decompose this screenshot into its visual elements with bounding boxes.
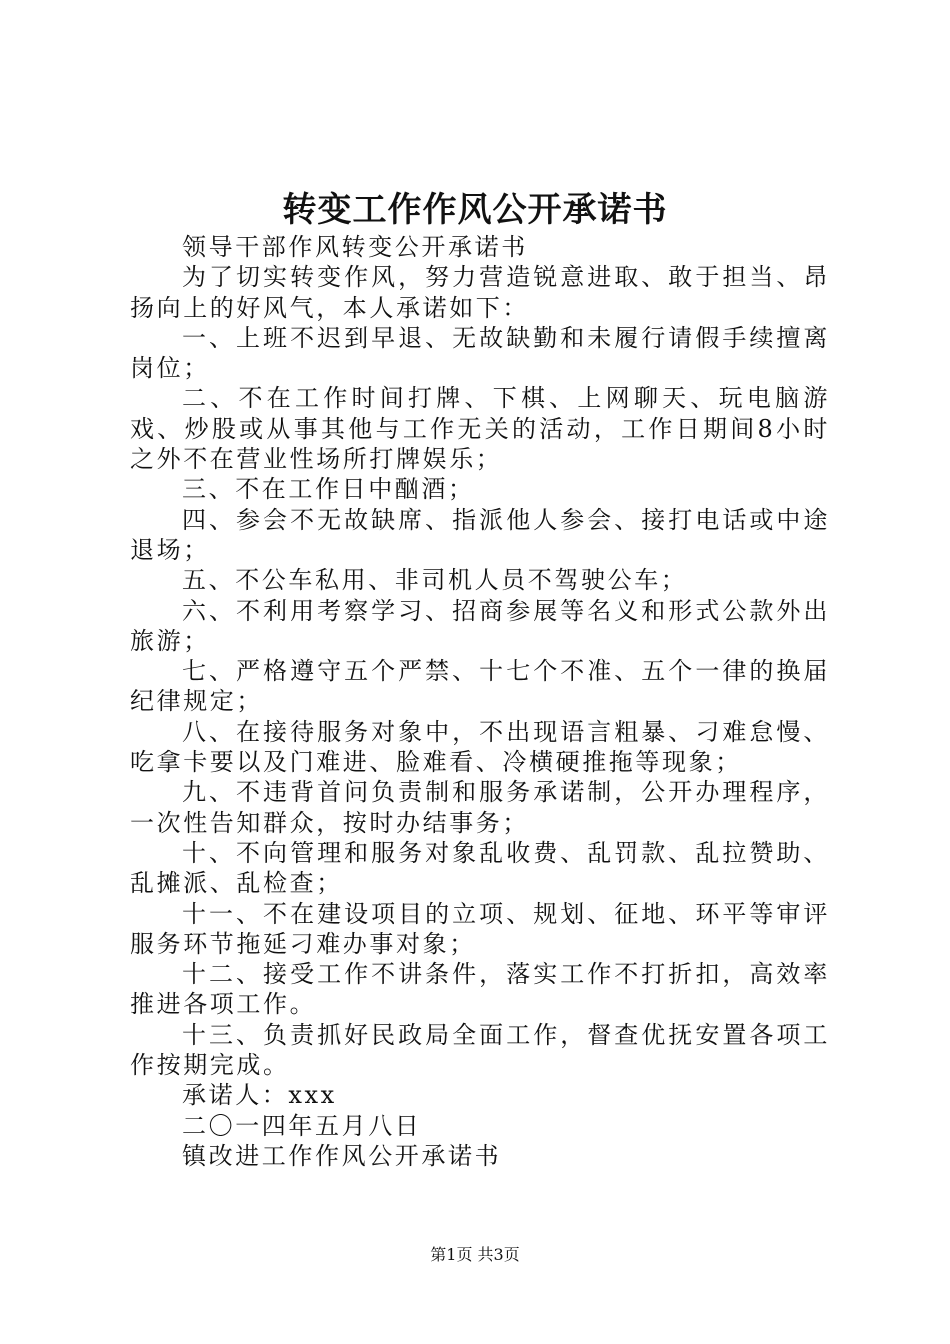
- date-line: 二〇一四年五月八日: [182, 1111, 422, 1140]
- paragraph: 六、不利用考察学习、招商参展等名义和形式公款外出旅游；: [130, 596, 830, 655]
- paragraph: 九、不违背首问负责制和服务承诺制，公开办理程序，一次性告知群众，按时办结事务；: [130, 778, 830, 837]
- paragraph: 五、不公车私用、非司机人员不驾驶公车；: [182, 566, 688, 595]
- paragraph: 一、上班不迟到早退、无故缺勤和未履行请假手续擅离岗位；: [130, 323, 830, 383]
- signature-line: 承诺人：xxx: [182, 1081, 337, 1110]
- document-title: 转变工作作风公开承诺书: [282, 190, 668, 230]
- page-number: 第1页 共3页: [430, 1245, 520, 1264]
- document-body: [130, 232, 830, 1171]
- paragraph: 十三、负责抓好民政局全面工作，督查优抚安置各项工作按期完成。: [130, 1020, 830, 1080]
- paragraph: 镇改进工作作风公开承诺书: [182, 1141, 502, 1170]
- paragraph: 四、参会不无故缺席、指派他人参会、接打电话或中途退场；: [130, 505, 830, 564]
- paragraph: 领导干部作风转变公开承诺书: [182, 233, 528, 261]
- paragraph: 二、不在工作时间打牌、下棋、上网聊天、玩电脑游戏、炒股或从事其他与工作无关的活动，工作日期间8小时之外不在营业性场所打牌娱乐；: [130, 384, 830, 474]
- paragraph: 为了切实转变作风，努力营造锐意进取、敢于担当、昂扬向上的好风气，本人承诺如下：: [130, 263, 830, 322]
- paragraph: 三、不在工作日中酗酒；: [182, 475, 475, 504]
- paragraph: 十一、不在建设项目的立项、规划、征地、环平等审评服务环节拖延刁难办事对象；: [130, 899, 830, 958]
- paragraph: 八、在接待服务对象中，不出现语言粗暴、刁难怠慢、吃拿卡要以及门难进、脸难看、冷横硬推拖等现象；: [130, 717, 830, 777]
- paragraph: 七、严格遵守五个严禁、十七个不准、五个一律的换届纪律规定；: [130, 657, 830, 716]
- paragraph: 十、不向管理和服务对象乱收费、乱罚款、乱拉赞助、乱摊派、乱检查；: [130, 838, 830, 898]
- paragraph: 十二、接受工作不讲条件，落实工作不打折扣，高效率推进各项工作。: [130, 960, 830, 1019]
